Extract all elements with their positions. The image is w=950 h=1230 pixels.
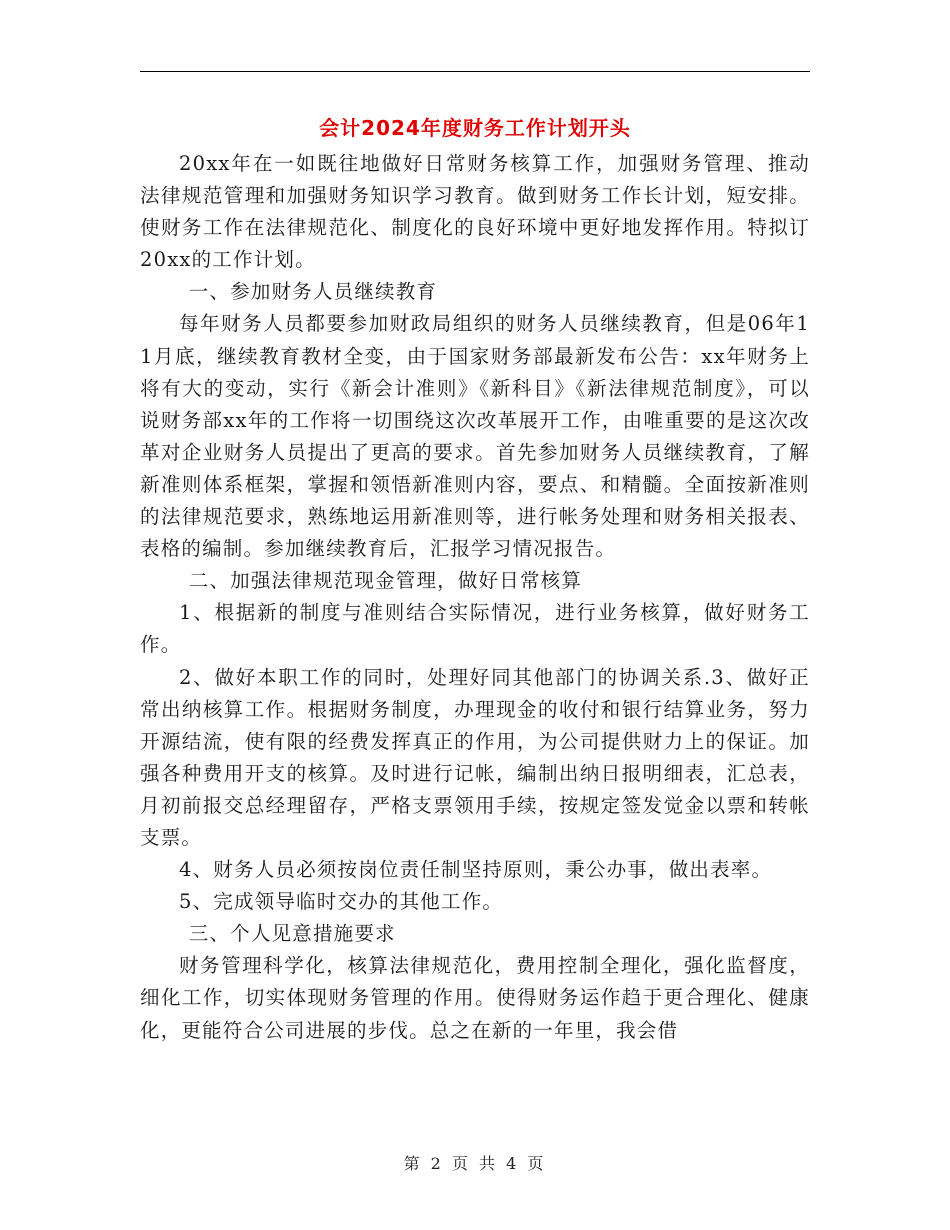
section-2-item-1: 1、根据新的制度与准则结合实际情况，进行业务核算，做好财务工作。 xyxy=(140,601,810,657)
header-rule xyxy=(140,71,810,72)
section-2-item-2: 2、做好本职工作的同时，处理好同其他部门的协调关系.3、做好正常出纳核算工作。根据财务制度，办理现金的收付和银行结算业务，努力开源结流，使有限的经费发挥真正的作用，为公司提供财力上的保证。加强各种费用开支的核算。及时进行记帐，编制出纳日报明细表，汇总表，月初前报交总经理留存，严格支票领用手续，按规定签发觉金以票和转帐支票。 xyxy=(140,665,810,849)
section-3-paragraph: 财务管理科学化，核算法律规范化，费用控制全理化，强化监督度，细化工作，切实体现财务管理的作用。使得财务运作趋于更合理化、健康化，更能符合公司进展的步伐。总之在新的一年里，我会借 xyxy=(140,954,810,1042)
section-1-paragraph: 每年财务人员都要参加财政局组织的财务人员继续教育，但是06年11月底，继续教育教材全变，由于国家财务部最新发布公告：xx年财务上将有大的变动，实行《新会计准则》《新科目》《新法律规范制度》，可以说财务部xx年的工作将一切围绕这次改革展开工作，由唯重要的是这次改革对企业财务人员提出了更高的要求。首先参加财务人员继续教育，了解新准则体系框架，掌握和领悟新准则内容，要点、和精髓。全面按新准则的法律规范要求，熟练地运用新准则等，进行帐务处理和财务相关报表、表格的编制。参加继续教育后，汇报学习情况报告。 xyxy=(140,312,810,561)
section-2-item-4: 4、财务人员必须按岗位责任制坚持原则，秉公办事，做出表率。 xyxy=(179,858,773,882)
section-2-item-5: 5、完成领导临时交办的其他工作。 xyxy=(179,890,504,914)
intro-paragraph: 20xx年在一如既往地做好日常财务核算工作，加强财务管理、推动法律规范管理和加强财务知识学习教育。做到财务工作长计划，短安排。使财务工作在法律规范化、制度化的良好环境中更好地发挥作用。特拟订20xx的工作计划。 xyxy=(140,152,810,272)
section-heading-1: 一、参加财务人员继续教育 xyxy=(188,280,438,304)
section-heading-3: 三、个人见意措施要求 xyxy=(188,922,396,946)
document-title: 会计2024年度财务工作计划开头 xyxy=(319,116,631,140)
section-heading-2: 二、加强法律规范现金管理，做好日常核算 xyxy=(188,569,583,593)
page-number: 第 2 页 共 4 页 xyxy=(403,1154,547,1173)
document-body xyxy=(140,148,810,1047)
